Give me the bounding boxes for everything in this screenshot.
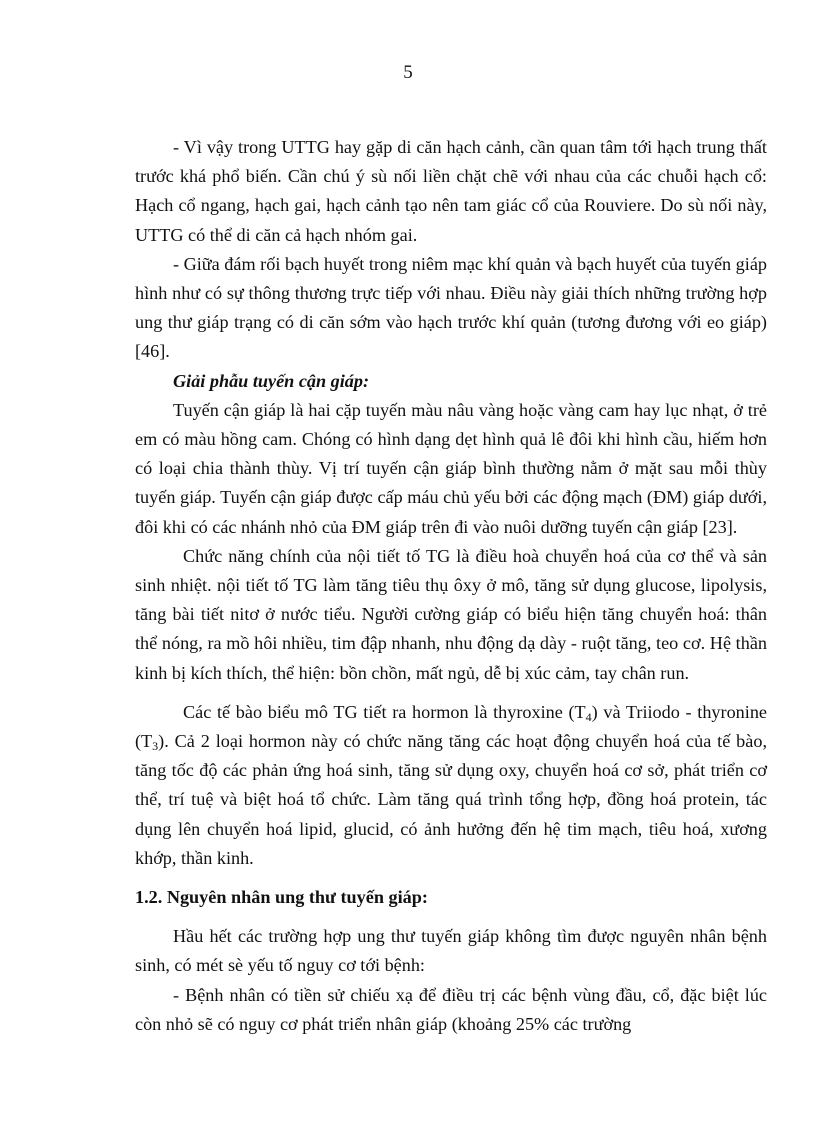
paragraph-lymphatic-plexus: - Giữa đám rối bạch huyết trong niêm mạc khí quản và bạch huyết của tuyến giáp hình như có sự thông thương trực tiếp với nhau. Điều này giải thích những trường hợp ung thư giáp trạng có di căn sớm vào hạch trước khí quản (tương đương với eo giáp) [46]. <box>135 253 767 362</box>
hormone-text-3: ). Cả 2 loại hormon này có chức năng tăng các hoạt động chuyển hoá của tế bào, tăng tốc độ các phản ứng hoá sinh, tăng sử dụng oxy, chuyển hoá cơ sở, phát triển cơ thể, trí tuệ và biệt hoá tổ chức. Làm tăng quá trình tổng hợp, đồng hoá protein, tác dụng lên chuyển hoá lipid, glucid, có ảnh hưởng đến hệ tim mạch, tiêu hoá, xương khớp, thần kinh. <box>135 731 767 868</box>
heading-section-causes: 1.2. Nguyên nhân ung thư tuyến giáp: <box>135 887 428 908</box>
paragraph-parathyroid-description: Tuyến cận giáp là hai cặp tuyến màu nâu vàng hoặc vàng cam hay lục nhạt, ở trẻ em có màu hồng cam. Chóng có hình dạng dẹt hình quả lê đôi khi hình cầu, hiếm hơn có loại chia thành thùy. Vị trí tuyến cận giáp bình thường nằm ở mặt sau mỗi thùy tuyến giáp. Tuyến cận giáp được cấp máu chủ yếu bởi các động mạch (ĐM) giáp dưới, đôi khi có các nhánh nhỏ của ĐM giáp trên đi vào nuôi dưỡng tuyến cận giáp [23]. <box>135 399 767 537</box>
page-number: 5 <box>403 62 413 83</box>
paragraph-thyroid-hormone-function: Chức năng chính của nội tiết tố TG là điều hoà chuyển hoá của cơ thể và sản sinh nhiệt. nội tiết tố TG làm tăng tiêu thụ ôxy ở mô, tăng sử dụng glucose, lipolysis, tăng bài tiết nitơ ở nước tiểu. Người cường giáp có biểu hiện tăng chuyển hoá: thân thể nóng, ra mồ hôi nhiều, tim đập nhanh, nhu động dạ dày - ruột tăng, teo cơ. Hệ thần kinh bị kích thích, thể hiện: bồn chồn, mất ngủ, dễ bị xúc cảm, tay chân run. <box>135 545 767 683</box>
paragraph-radiation-history: - Bệnh nhân có tiền sử chiếu xạ để điều trị các bệnh vùng đầu, cổ, đặc biệt lúc còn nhỏ sẽ có nguy cơ phát triển nhân giáp (khoảng 25% các trường <box>135 984 767 1034</box>
hormone-text-2: ) và Triiodo - thyronine (T <box>135 701 767 752</box>
document-body <box>135 133 767 1039</box>
paragraph-causes-intro: Hầu hết các trường hợp ung thư tuyến giáp không tìm được nguyên nhân bệnh sinh, có mét sè yếu tố nguy cơ tới bệnh: <box>135 926 767 976</box>
paragraph-thyroid-hormones <box>135 698 767 873</box>
subscript-t3: 3 <box>152 739 159 754</box>
hormone-text-1: Các tế bào biểu mô TG tiết ra hormon là thyroxine (T <box>183 701 586 722</box>
heading-parathyroid-anatomy: Giải phẫu tuyến cận giáp: <box>173 370 370 391</box>
paragraph-lymph-node-metastasis: - Vì vậy trong UTTG hay gặp di căn hạch cảnh, cần quan tâm tới hạch trung thất trước khá phổ biến. Cần chú ý sù nối liền chặt chẽ với nhau của các chuỗi hạch cổ: Hạch cổ ngang, hạch gai, hạch cảnh tạo nên tam giác cổ của Rouviere. Do sù nối này, UTTG có thể di căn cả hạch nhóm gai. <box>135 137 767 245</box>
subscript-t4: 4 <box>585 709 592 724</box>
